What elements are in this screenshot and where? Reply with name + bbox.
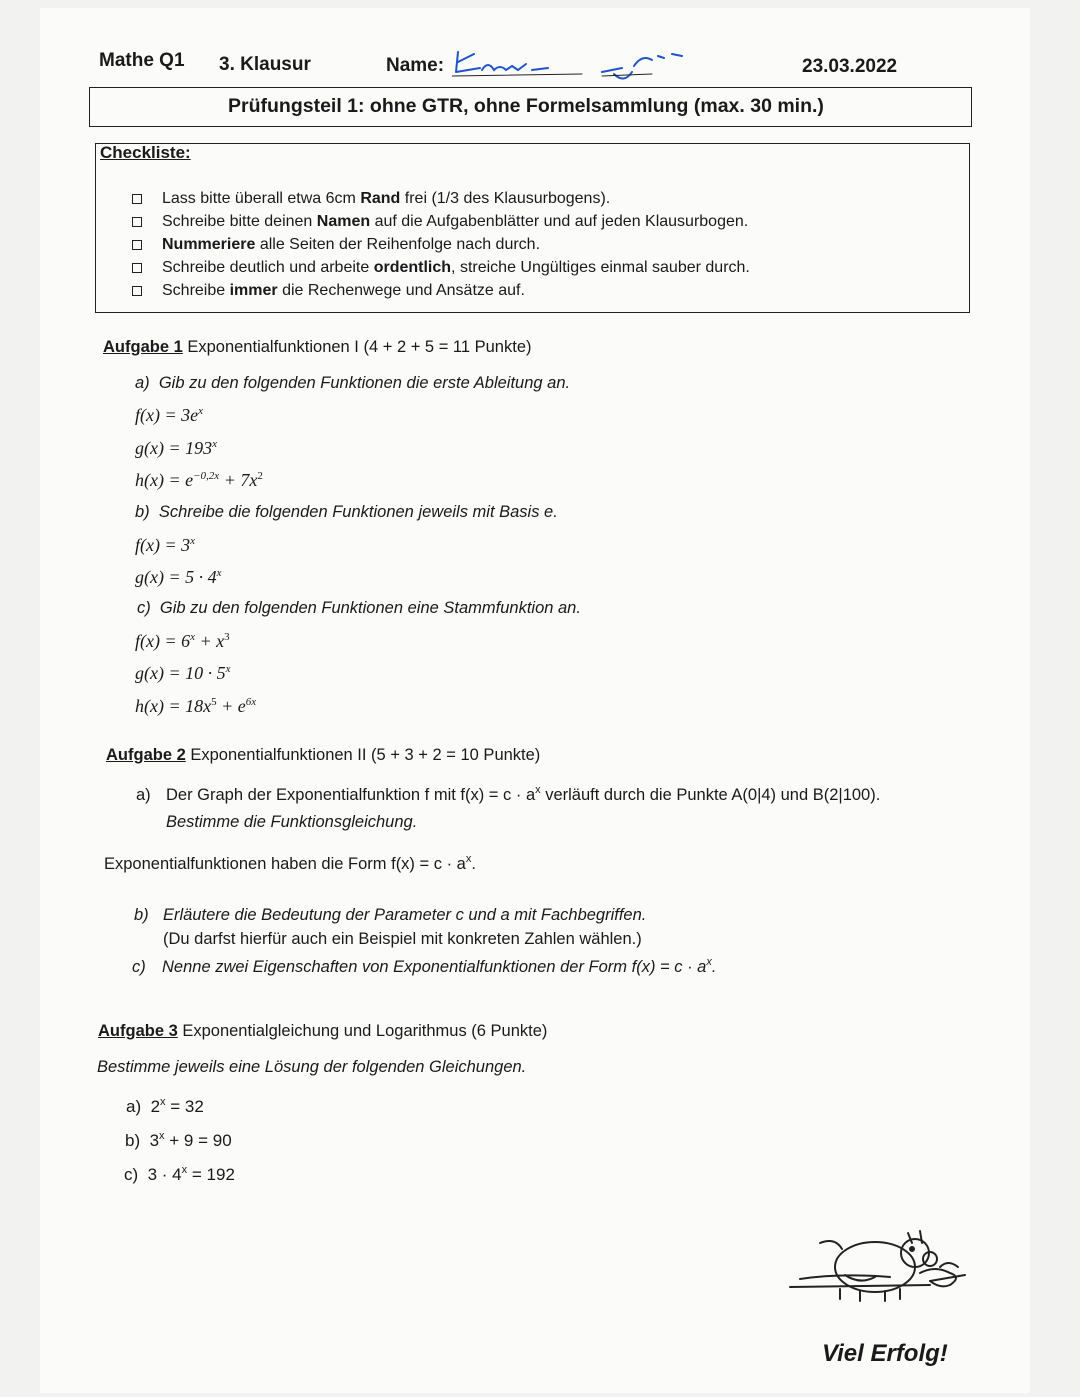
task1a-h: $h(x) = e^{-0,2x} + 7x^2$ — [135, 470, 263, 490]
task1c-g: $g(x) = 10 \cdot 5^x$ — [135, 663, 231, 683]
task1a-text: a) Gib zu den folgenden Funktionen die erste Ableitung an. — [135, 374, 571, 392]
task2a-text: Der Graph der Exponentialfunktion f mit $f(x) = c \cdot a^x$ verläuft durch die Punkte A(0|4) und B(2|100). — [166, 784, 881, 804]
checklist-title: Checkliste: — [100, 143, 191, 162]
task2b-hint: (Du darfst hierfür auch ein Beispiel mit konkreten Zahlen wählen.) — [163, 930, 642, 948]
task2b-text: Erläutere die Bedeutung der Parameter c und a mit Fachbegriffen. — [163, 906, 647, 924]
checkbox-1[interactable] — [132, 194, 142, 204]
task2b-label: b) — [134, 906, 149, 924]
task2c-label: c) — [132, 958, 146, 976]
task1b-g: $g(x) = 5 \cdot 4^x$ — [135, 567, 222, 587]
checklist-item-2: Schreibe bitte deinen Namen auf die Aufgabenblätter und auf jeden Klausurbogen. — [162, 213, 749, 230]
checkbox-5[interactable] — [132, 286, 142, 296]
checklist-item-5: Schreibe immer die Rechenwege und Ansätze auf. — [162, 282, 525, 299]
lucky-pig-illustration — [780, 1215, 970, 1310]
task2c-text: Nenne zwei Eigenschaften von Exponentialfunktionen der Form $f(x) = c \cdot a^x$. — [162, 956, 717, 976]
task3b: b) $3^x + 9 = 90$ — [125, 1130, 232, 1150]
name-label: Name: — [386, 55, 445, 76]
checklist-item-4: Schreibe deutlich und arbeite ordentlich, streiche Ungültiges einmal sauber durch. — [162, 259, 750, 276]
task2a-instruction: Bestimme die Funktionsgleichung. — [166, 813, 418, 831]
checklist-item-1: Lass bitte überall etwa 6cm Rand frei (1/3 des Klausurbogens). — [162, 190, 611, 207]
task3-heading: Aufgabe 3 Exponentialgleichung und Logarithmus (6 Punkte) — [98, 1022, 548, 1040]
checkbox-3[interactable] — [132, 240, 142, 250]
task1b-text: b) Schreibe die folgenden Funktionen jeweils mit Basis e. — [135, 503, 558, 521]
task1c-h: $h(x) = 18x^5 + e^{6x}$ — [135, 696, 257, 716]
task3-intro: Bestimme jeweils eine Lösung der folgenden Gleichungen. — [97, 1058, 527, 1076]
task2-note: Exponentialfunktionen haben die Form $f(x) = c \cdot a^x$. — [104, 853, 476, 873]
task1-heading: Aufgabe 1 Exponentialfunktionen I (4 + 2 + 5 = 11 Punkte) — [103, 338, 532, 356]
part-title: Prüfungsteil 1: ohne GTR, ohne Formelsammlung (max. 30 min.) — [228, 95, 824, 117]
task1c-f: $f(x) = 6^x + x^3$ — [135, 631, 230, 651]
task1a-f: $f(x) = 3e^x$ — [135, 405, 204, 425]
good-luck-text: Viel Erfolg! — [822, 1340, 948, 1367]
exam-label: 3. Klausur — [219, 54, 311, 75]
task2a-label: a) — [136, 786, 151, 804]
task1a-g: $g(x) = 193^x$ — [135, 438, 218, 458]
checklist-item-3: Nummeriere alle Seiten der Reihenfolge nach durch. — [162, 236, 541, 253]
subject-label: Mathe Q1 — [99, 50, 185, 71]
task3c: c) $3 \cdot 4^x = 192$ — [124, 1164, 235, 1184]
task2-heading: Aufgabe 2 Exponentialfunktionen II (5 + 3 + 2 = 10 Punkte) — [106, 746, 541, 764]
checkbox-4[interactable] — [132, 263, 142, 273]
task3a: a) $2^x = 32$ — [126, 1096, 204, 1116]
exam-date: 23.03.2022 — [802, 56, 898, 77]
task1b-f: $f(x) = 3^x$ — [135, 535, 196, 555]
checkbox-2[interactable] — [132, 217, 142, 227]
task1c-text: c) Gib zu den folgenden Funktionen eine Stammfunktion an. — [137, 599, 581, 617]
